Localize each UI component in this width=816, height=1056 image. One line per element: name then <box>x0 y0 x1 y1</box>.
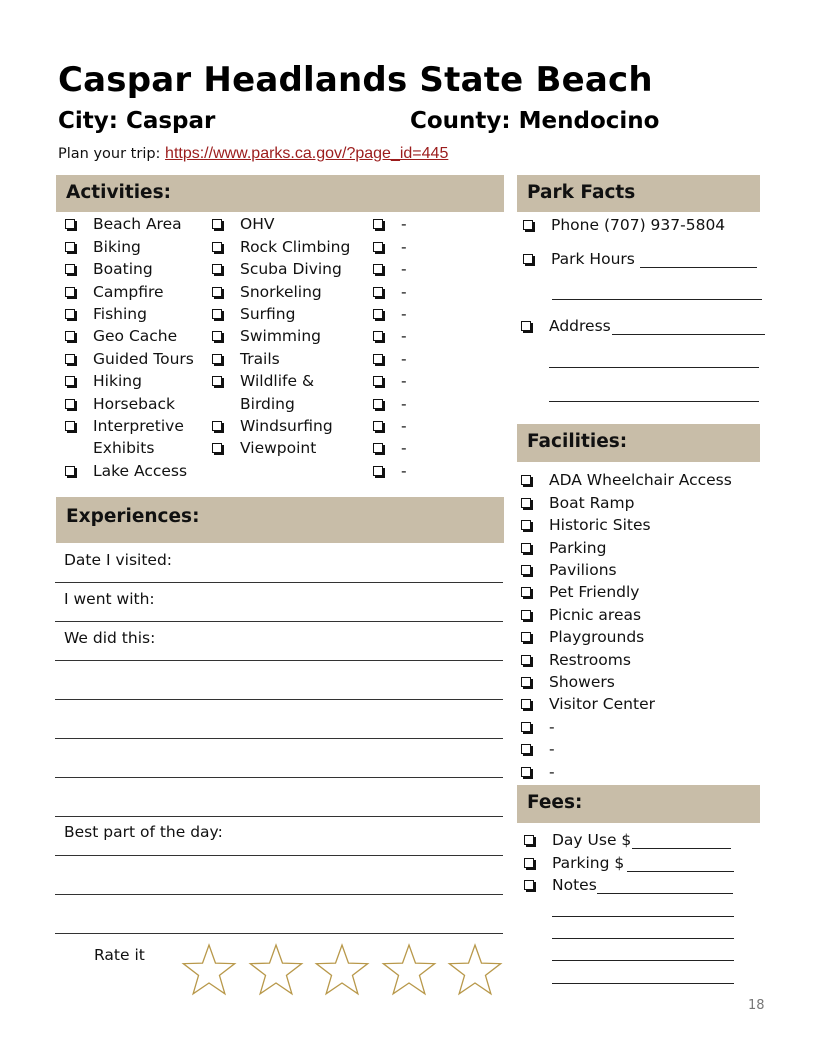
checkbox[interactable] <box>212 264 222 274</box>
address-blank[interactable] <box>612 334 765 335</box>
star-shape <box>383 945 434 994</box>
checkbox[interactable] <box>212 354 222 364</box>
checkbox[interactable] <box>373 331 383 341</box>
checkbox[interactable] <box>373 354 383 364</box>
star-shape <box>250 945 301 994</box>
went-with-label: I went with: <box>64 590 155 608</box>
checkbox[interactable] <box>373 443 383 453</box>
checkbox[interactable] <box>212 421 222 431</box>
checkbox[interactable] <box>523 254 533 264</box>
plan-trip-line <box>58 145 448 163</box>
checkbox[interactable] <box>373 466 383 476</box>
checkbox[interactable] <box>373 376 383 386</box>
checkbox[interactable] <box>65 287 75 297</box>
notes-blank[interactable] <box>552 938 734 939</box>
fees-header <box>517 785 760 823</box>
checkbox[interactable] <box>521 520 531 530</box>
checkbox[interactable] <box>65 331 75 341</box>
city-label: City: Caspar <box>58 108 216 134</box>
checkbox[interactable] <box>65 264 75 274</box>
did-this-line[interactable] <box>55 738 503 739</box>
plan-trip-label: Plan your trip: <box>58 146 166 162</box>
checkbox[interactable] <box>373 287 383 297</box>
plan-trip-link[interactable]: https://www.parks.ca.gov/?page_id=445 <box>165 145 449 162</box>
day-use-blank[interactable] <box>632 848 731 849</box>
checkbox[interactable] <box>523 220 533 230</box>
checkbox[interactable] <box>212 219 222 229</box>
checkbox[interactable] <box>65 399 75 409</box>
facilities-heading: Facilities: <box>527 431 628 452</box>
checkbox[interactable] <box>212 242 222 252</box>
checkbox[interactable] <box>65 309 75 319</box>
checkbox[interactable] <box>373 399 383 409</box>
notes-blank[interactable] <box>552 916 734 917</box>
star-icon[interactable] <box>446 943 504 999</box>
checkbox[interactable] <box>212 331 222 341</box>
did-this-line[interactable] <box>55 699 503 700</box>
page-title: Caspar Headlands State Beach <box>58 60 653 100</box>
star-icon[interactable] <box>380 943 438 999</box>
facilities-header <box>517 424 760 462</box>
checkbox[interactable] <box>524 858 534 868</box>
address-blank[interactable] <box>549 401 759 402</box>
checkbox[interactable] <box>373 421 383 431</box>
star-shape <box>316 945 367 994</box>
park-facts-heading: Park Facts <box>527 182 636 203</box>
checkbox[interactable] <box>65 242 75 252</box>
checkbox[interactable] <box>521 655 531 665</box>
checkbox[interactable] <box>212 443 222 453</box>
notes-blank[interactable] <box>597 893 733 894</box>
star-icon[interactable] <box>247 943 305 999</box>
date-visited-line[interactable] <box>55 582 503 583</box>
checkbox[interactable] <box>65 376 75 386</box>
checkbox[interactable] <box>521 475 531 485</box>
did-this-line[interactable] <box>55 660 503 661</box>
best-part-line[interactable] <box>55 894 503 895</box>
notes-blank[interactable] <box>552 983 734 984</box>
notes-blank[interactable] <box>552 960 734 961</box>
checkbox[interactable] <box>521 722 531 732</box>
parking-fee-blank[interactable] <box>627 871 734 872</box>
went-with-line[interactable] <box>55 621 503 622</box>
did-this-label: We did this: <box>64 629 156 647</box>
checkbox[interactable] <box>65 219 75 229</box>
rate-it-label: Rate it <box>94 946 145 964</box>
star-icon[interactable] <box>313 943 371 999</box>
checkbox[interactable] <box>521 744 531 754</box>
checkbox[interactable] <box>521 543 531 553</box>
activities-heading: Activities: <box>66 182 172 203</box>
checkbox[interactable] <box>212 309 222 319</box>
park-hours-blank[interactable] <box>640 267 757 268</box>
park-facts-header <box>517 175 760 212</box>
checkbox[interactable] <box>212 376 222 386</box>
star-shape <box>449 945 500 994</box>
checkbox[interactable] <box>373 242 383 252</box>
experiences-header <box>56 497 504 543</box>
checkbox[interactable] <box>373 264 383 274</box>
did-this-line[interactable] <box>55 777 503 778</box>
did-this-line[interactable] <box>55 816 503 817</box>
best-part-line[interactable] <box>55 855 503 856</box>
checkbox[interactable] <box>521 587 531 597</box>
checkbox[interactable] <box>65 421 75 431</box>
checkbox[interactable] <box>521 498 531 508</box>
checkbox[interactable] <box>373 219 383 229</box>
star-icon[interactable] <box>180 943 238 999</box>
checkbox[interactable] <box>521 677 531 687</box>
experiences-heading: Experiences: <box>66 506 200 527</box>
park-hours-blank[interactable] <box>552 299 762 300</box>
checkbox[interactable] <box>524 880 534 890</box>
checkbox[interactable] <box>212 287 222 297</box>
fees-heading: Fees: <box>527 792 583 813</box>
checkbox[interactable] <box>524 835 534 845</box>
checkbox[interactable] <box>373 309 383 319</box>
checkbox[interactable] <box>521 610 531 620</box>
address-blank[interactable] <box>549 367 759 368</box>
date-visited-label: Date I visited: <box>64 551 173 569</box>
star-shape <box>183 945 234 994</box>
activities-header <box>56 175 504 212</box>
checkbox[interactable] <box>521 767 531 777</box>
best-part-line[interactable] <box>55 933 503 934</box>
best-part-label: Best part of the day: <box>64 823 223 841</box>
checkbox[interactable] <box>65 354 75 364</box>
checkbox[interactable] <box>521 321 531 331</box>
checkbox[interactable] <box>521 632 531 642</box>
page-number: 18 <box>748 998 765 1013</box>
checkbox[interactable] <box>521 565 531 575</box>
checkbox[interactable] <box>521 699 531 709</box>
checkbox[interactable] <box>65 466 75 476</box>
county-label: County: Mendocino <box>410 108 660 134</box>
